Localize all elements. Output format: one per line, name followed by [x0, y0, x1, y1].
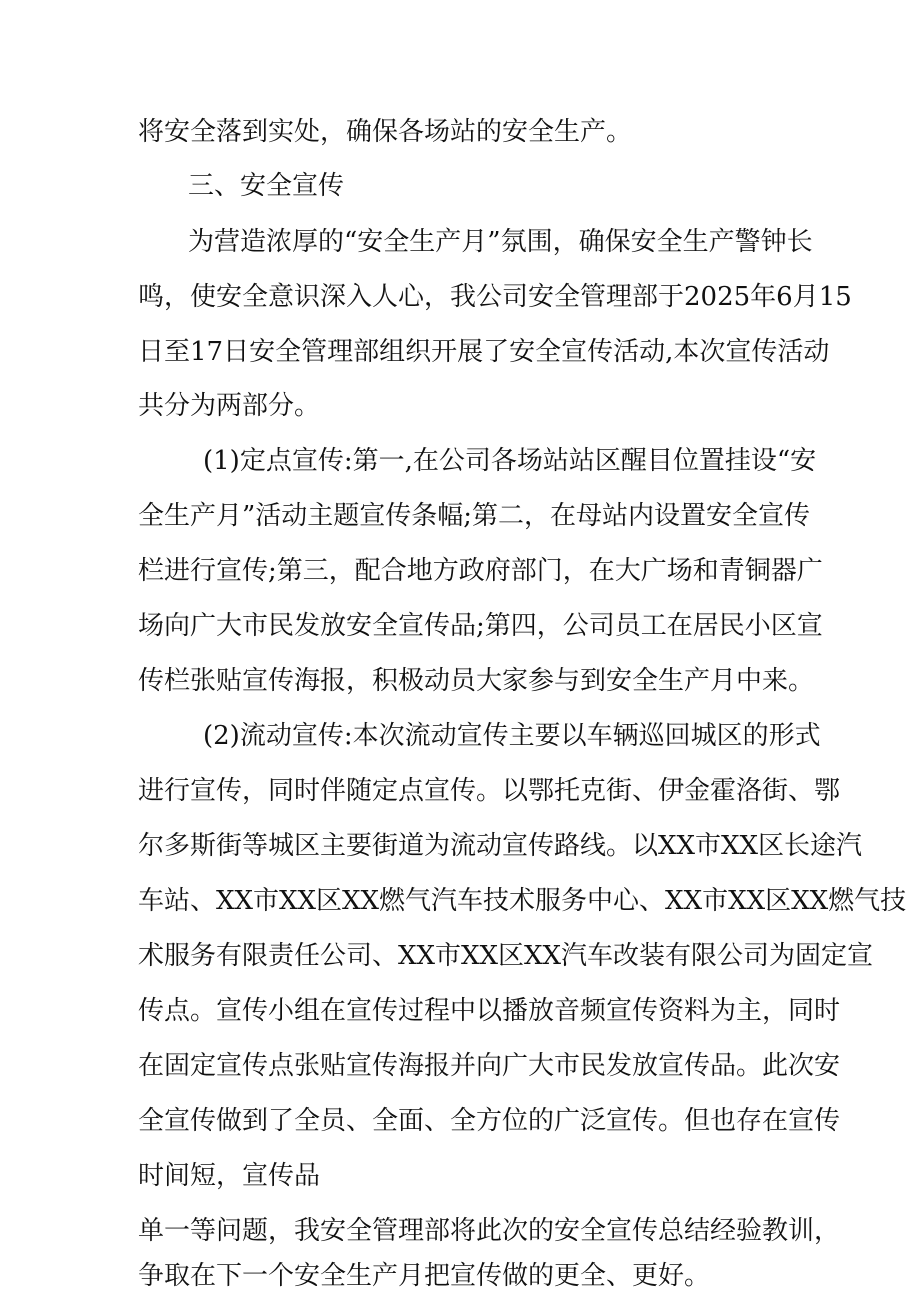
text-line-12: (2)流动宣传:本次流动宣传主要以车辆巡回城区的形式: [203, 721, 821, 751]
text-line-15: 车站、XX市XX区XX燃气汽车技术服务中心、XX市XX区XX燃气技: [138, 886, 907, 916]
text-line-16: 术服务有限责任公司、XX市XX区XX汽车改装有限公司为固定宣: [138, 941, 874, 971]
text-line-13: 进行宣传，同时伴随定点宣传。以鄂托克街、伊金霍洛街、鄂: [138, 776, 841, 806]
text-line-7: (1)定点宣传:第一,在公司各场站站区醒目位置挂设“安: [203, 446, 817, 476]
text-line-6: 共分为两部分。: [138, 391, 321, 421]
text-line-14: 尔多斯街等城区主要街道为流动宣传路线。以XX市XX区长途汽: [138, 831, 863, 861]
text-line-8: 全生产月”活动主题宣传条幅;第二，在母站内设置安全宣传: [138, 501, 811, 531]
text-line-11: 传栏张贴宣传海报，积极动员大家参与到安全生产月中来。: [138, 666, 815, 696]
text-line-1: 将安全落到实处，确保各场站的安全生产。: [138, 117, 633, 147]
text-line-22: 争取在下一个安全生产月把宣传做的更全、更好。: [138, 1261, 711, 1291]
text-line-3: 为营造浓厚的“安全生产月”氛围，确保安全生产警钟长: [188, 227, 813, 257]
section-heading: 三、安全宣传: [188, 171, 345, 201]
text-line-20: 时间短，宣传品: [138, 1161, 321, 1191]
text-line-10: 场向广大市民发放安全宣传品;第四，公司员工在居民小区宣: [138, 611, 823, 641]
text-line-18: 在固定宣传点张贴宣传海报并向广大市民发放宣传品。此次安: [138, 1051, 841, 1081]
text-line-5: 日至17日安全管理部组织开展了安全宣传活动,本次宣传活动: [138, 337, 830, 367]
text-line-4: 鸣，使安全意识深入人心，我公司安全管理部于2025年6月15: [138, 282, 852, 312]
text-line-21: 单一等问题，我安全管理部将此次的安全宣传总结经验教训，: [138, 1216, 841, 1246]
text-line-9: 栏进行宣传;第三，配合地方政府部门，在大广场和青铜器广: [138, 556, 823, 586]
text-line-17: 传点。宣传小组在宣传过程中以播放音频宣传资料为主，同时: [138, 996, 841, 1026]
text-line-19: 全宣传做到了全员、全面、全方位的广泛宣传。但也存在宣传: [138, 1106, 841, 1136]
